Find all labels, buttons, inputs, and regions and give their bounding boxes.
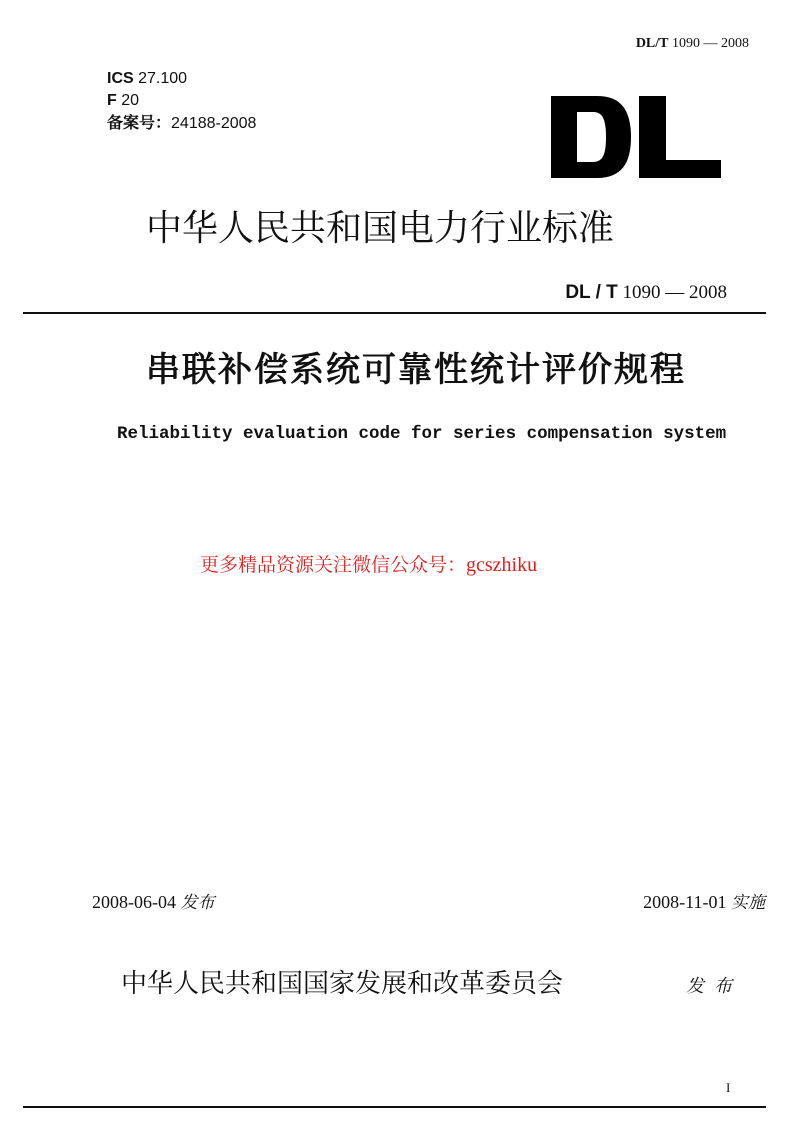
page-number: I (726, 1080, 731, 1095)
promo-text (200, 550, 537, 577)
dl-logo (551, 96, 721, 178)
standard-code (565, 282, 727, 304)
record-line (107, 113, 256, 135)
top-divider (23, 312, 766, 314)
effective-date: 2008-11-01 (643, 892, 727, 912)
dl-logo-letter-l (639, 96, 721, 178)
promo-label: 更多精品资源关注微信公众号： (200, 554, 467, 576)
document-title-cn: 串联补偿系统可靠性统计评价规程 (146, 350, 686, 390)
standard-code-prefix: DL / T (565, 282, 618, 303)
ics-value: 27.100 (138, 70, 188, 87)
record-value: 24188-2008 (171, 115, 257, 132)
publisher-name: 中华人民共和国国家发展和改革委员会 (121, 969, 564, 999)
class-value: 20 (121, 92, 140, 109)
bottom-divider (23, 1106, 766, 1108)
issue-date-line (92, 888, 215, 913)
header-standard-code (636, 36, 749, 52)
class-label: F (107, 92, 117, 109)
record-label: 备案号： (107, 115, 172, 132)
header-code-prefix: DL/T (635, 36, 669, 51)
issue-label: 发布 (180, 893, 215, 913)
ics-line (107, 68, 187, 90)
publish-label: 发布 (686, 976, 742, 997)
header-code-number: 1090 — 2008 (672, 36, 749, 51)
issue-date: 2008-06-04 (92, 892, 176, 912)
effective-date-line (643, 888, 765, 913)
document-title-en: Reliability evaluation code for series compensation system (117, 424, 727, 444)
ics-label: ICS (107, 70, 134, 87)
standard-name: 中华人民共和国电力行业标准 (146, 208, 615, 249)
effective-label: 实施 (731, 893, 765, 913)
standard-code-number: 1090 — 2008 (622, 282, 727, 303)
promo-account: gcszhiku (466, 554, 538, 576)
dl-logo-letter-d (551, 96, 631, 178)
class-line (107, 90, 139, 112)
